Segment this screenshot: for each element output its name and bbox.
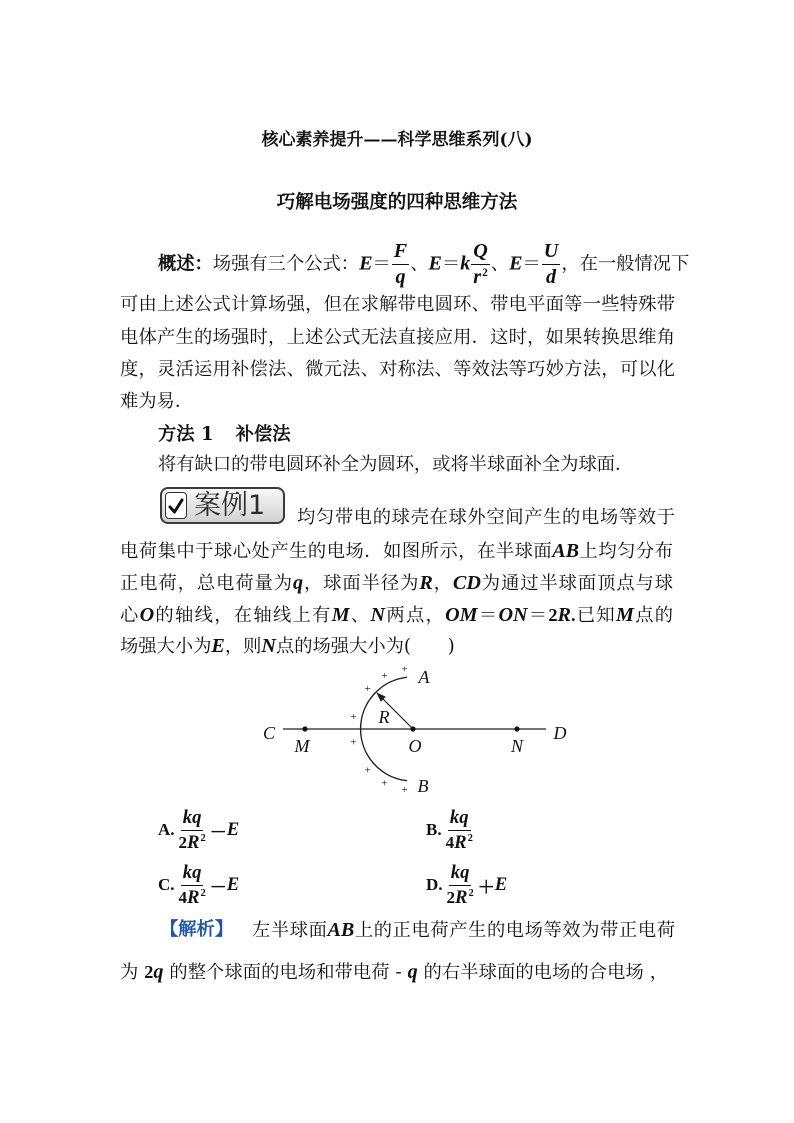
case-line-1 <box>297 506 675 530</box>
charge-plus-sign: + <box>401 663 408 676</box>
text-run: 的右半球面的电场的合电场 ， <box>417 962 669 983</box>
bold-text: D. <box>426 875 443 894</box>
hemisphere-diagram <box>250 660 580 805</box>
text-run: 上的正电荷产生的电场等效为带正电荷 <box>354 920 676 941</box>
math-variable: E <box>226 819 240 840</box>
bold-text: C. <box>158 875 175 894</box>
fraction <box>177 863 208 908</box>
math-variable: kq <box>450 861 470 883</box>
math-variable: q <box>153 961 164 983</box>
fraction-numerator <box>181 863 204 886</box>
math-variable: N <box>370 604 386 626</box>
math-variable: E <box>226 874 240 895</box>
case-badge-label: 案例1 <box>194 490 266 521</box>
math-variable: U <box>543 240 559 262</box>
analysis-line-1 <box>252 918 675 942</box>
fraction-numerator <box>448 808 471 831</box>
label-n: N <box>510 736 524 756</box>
text-run: 度，灵活运用补偿法、微元法、对称法、等效法等巧妙方法，可以化 <box>120 359 675 380</box>
overview-line-2 <box>120 293 675 317</box>
math-variable: kq <box>449 806 469 828</box>
superscript: 2 <box>468 888 474 900</box>
text-run: 两点， <box>385 605 446 626</box>
math-variable: E <box>509 252 523 275</box>
text-run: 上均匀分布 <box>579 541 674 562</box>
option-a <box>158 805 239 855</box>
text-run: 点的 <box>633 605 674 626</box>
charge-plus-sign: + <box>350 736 357 749</box>
charge-plus-sign: + <box>381 777 388 790</box>
fraction-numerator <box>542 241 561 265</box>
math-variable: q <box>407 961 418 983</box>
fraction-denominator <box>177 831 208 853</box>
math-variable: M <box>331 604 350 626</box>
label-d: D <box>553 723 567 743</box>
fraction-denominator <box>444 831 475 853</box>
text-run: 心 <box>120 605 140 626</box>
case-line-5 <box>120 634 673 658</box>
charge-plus-sign: + <box>364 764 371 777</box>
fraction-denominator <box>471 265 490 288</box>
text-run: 为通过半球面顶点与球 <box>480 573 674 594</box>
text-run: 难为易． <box>120 391 194 412</box>
math-variable: Q <box>473 240 488 262</box>
fraction-denominator <box>393 265 407 288</box>
bold-text: B. <box>426 820 442 839</box>
bold-text: 2 <box>144 962 154 982</box>
bold-text: . <box>570 605 576 625</box>
fraction-denominator <box>544 265 558 288</box>
fraction-numerator <box>449 863 472 886</box>
fraction-numerator <box>392 241 409 265</box>
text-run: ，则 <box>224 636 262 657</box>
point-n-dot <box>514 726 519 731</box>
math-variable: R <box>557 604 571 626</box>
math-variable: OM <box>445 604 478 626</box>
option-c <box>158 860 239 910</box>
text-run: 场强有三个公式： <box>212 253 360 275</box>
fraction-denominator <box>445 886 476 908</box>
charge-plus-sign: + <box>381 670 388 682</box>
text-run: ＝ <box>527 605 549 626</box>
fraction <box>444 808 475 853</box>
text-run: 、 <box>349 605 371 626</box>
fraction-numerator <box>471 241 490 265</box>
bold-text: 概述： <box>158 253 213 274</box>
check-icon-graphic <box>168 497 184 515</box>
math-variable: E <box>359 252 373 275</box>
math-variable: M <box>616 604 634 626</box>
superscript: 2 <box>200 888 206 900</box>
point-m-dot <box>302 726 307 731</box>
text-run: ＝ <box>372 253 391 275</box>
text-run: ＝ <box>522 253 541 275</box>
text-run: 、 <box>490 253 510 275</box>
label-m: M <box>294 736 310 756</box>
fraction <box>177 808 208 853</box>
label-o: O <box>408 736 422 756</box>
superscript: 2 <box>467 833 473 845</box>
math-variable: N <box>261 635 276 657</box>
fraction-numerator <box>181 808 204 831</box>
superscript: 2 <box>200 833 206 845</box>
method-label: 方法 1 <box>158 424 214 445</box>
case-badge <box>160 487 285 524</box>
math-variable: kq <box>182 806 202 828</box>
label-a: A <box>418 667 430 687</box>
math-variable: AB <box>327 919 355 941</box>
case-line-2 <box>120 539 673 563</box>
math-variable: AB <box>552 540 580 562</box>
charge-plus-sign: + <box>350 711 357 723</box>
text-run: 的轴线，在轴线上有 <box>154 605 332 626</box>
math-variable: R <box>419 572 433 594</box>
case-line-4 <box>120 603 673 627</box>
text-run: 已知 <box>575 605 617 626</box>
fraction <box>445 863 476 908</box>
math-variable: q <box>292 572 304 594</box>
text-run: ＝ <box>477 605 499 626</box>
fraction <box>542 241 561 288</box>
text-run: 左半球面 <box>252 920 328 941</box>
math-variable: R <box>187 886 200 908</box>
math-variable: k <box>460 252 471 275</box>
text-run: ，球面半径为 <box>303 573 420 594</box>
math-variable: E <box>428 252 442 275</box>
overview-line-3 <box>120 326 675 350</box>
text-run: 电荷集中于球心处产生的电场．如图所示，在半球面 <box>120 541 553 562</box>
text-run: 的整个球面的电场和带电荷 - <box>163 962 408 983</box>
text-run: 点的场强大小为( ) <box>275 636 455 657</box>
analysis-line-2 <box>120 960 668 984</box>
math-variable: E <box>494 874 508 895</box>
math-variable: kq <box>182 861 202 883</box>
method-name: 补偿法 <box>235 424 291 445</box>
page-subtitle: 巧解电场强度的四种思维方法 <box>276 192 518 213</box>
bold-text: 2 <box>548 605 558 625</box>
math-variable: d <box>546 266 557 289</box>
math-variable: q <box>395 266 406 289</box>
math-variable: ON <box>498 604 528 626</box>
text-run: ，在一般情况下 <box>561 253 690 275</box>
option-b <box>426 805 477 855</box>
math-variable: R <box>187 831 200 853</box>
bold-text: 2 <box>446 887 456 907</box>
point-o-dot <box>410 726 415 731</box>
method-heading <box>158 423 458 447</box>
bold-text: － <box>209 877 227 897</box>
bold-text: 4 <box>445 832 455 852</box>
bold-text: ＋ <box>477 877 495 897</box>
method-description: 将有缺口的带电圆环补全为圆环，或将半球面补全为球面． <box>158 454 634 475</box>
check-icon <box>165 492 187 519</box>
fraction <box>392 241 409 288</box>
text-run: 可由上述公式计算场强，但在求解带电圆环、带电平面等一些特殊带 <box>120 294 675 315</box>
fraction-denominator <box>177 886 208 908</box>
math-variable: R <box>455 886 468 908</box>
case-line-3 <box>120 571 673 595</box>
overview-line-1 <box>158 240 690 289</box>
text-run: 、 <box>410 253 429 275</box>
text-run: 为 <box>120 962 145 983</box>
text-run: 均匀带电的球壳在球外空间产生的电场等效于 <box>297 507 675 528</box>
superscript: 2 <box>482 267 488 280</box>
text-run: 正电荷，总电荷量为 <box>120 573 293 594</box>
overview-line-4 <box>120 358 675 382</box>
overview-line-5 <box>120 390 675 414</box>
math-variable: O <box>139 604 155 626</box>
text-run: 电体产生的场强时，上述公式无法直接应用．这时，如果转换思维角 <box>120 327 675 348</box>
math-variable: r <box>473 266 482 289</box>
fraction <box>471 241 490 288</box>
charge-plus-sign: + <box>364 683 371 695</box>
math-variable: F <box>393 240 408 262</box>
text-run: ＝ <box>441 253 461 275</box>
option-d <box>426 860 507 910</box>
charge-plus-sign: + <box>401 784 408 796</box>
math-variable: CD <box>452 572 481 594</box>
label-c: C <box>262 723 276 743</box>
math-variable: E <box>211 635 225 657</box>
bold-text: A. <box>158 820 175 839</box>
text-run: ， <box>432 573 453 594</box>
label-b: B <box>417 776 429 796</box>
page-title: 核心素养提升——科学思维系列(八) <box>261 130 533 150</box>
math-variable: R <box>454 831 467 853</box>
bold-text: 4 <box>178 887 188 907</box>
bold-text: － <box>209 822 227 842</box>
text-run: 场强大小为 <box>120 636 212 657</box>
analysis-label: 【解析】 <box>160 919 234 940</box>
bold-text: 2 <box>178 832 188 852</box>
label-r: R <box>378 707 390 727</box>
